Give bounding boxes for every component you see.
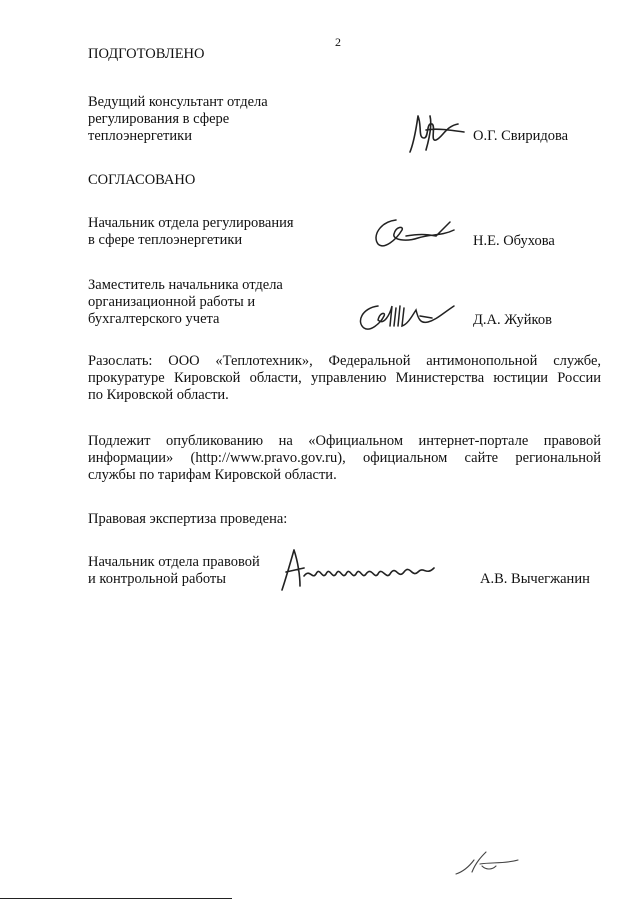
position-line: Заместитель начальника отдела bbox=[88, 277, 283, 293]
position-line: теплоэнергетики bbox=[88, 128, 192, 144]
footer-rule bbox=[0, 898, 232, 899]
legal-review-position bbox=[88, 554, 260, 588]
paragraph-line: информации» (http://www.pravo.gov.ru), официальном сайте региональной bbox=[88, 450, 601, 466]
prepared-position bbox=[88, 94, 268, 145]
agreed-signer-2-position bbox=[88, 277, 283, 328]
paragraph-line: Разослать: ООО «Теплотехник», Федеральной антимонопольной службе, bbox=[88, 353, 601, 369]
signature-sviridova bbox=[396, 108, 476, 158]
prepared-name: О.Г. Свиридова bbox=[473, 128, 569, 144]
position-line: бухгалтерского учета bbox=[88, 311, 220, 327]
legal-review-statement: Правовая экспертиза проведена: bbox=[88, 511, 288, 527]
agreed-signer-1-name: Н.Е. Обухова bbox=[473, 233, 555, 249]
legal-review-name: А.В. Вычегжанин bbox=[480, 571, 590, 587]
page-number: 2 bbox=[335, 35, 341, 49]
position-line: Ведущий консультант отдела bbox=[88, 94, 268, 110]
signature-vychegzhanin bbox=[276, 546, 441, 594]
position-line: регулирования в сфере bbox=[88, 111, 230, 127]
distribution-paragraph bbox=[88, 353, 601, 404]
agreed-signer-1-position bbox=[88, 215, 294, 249]
position-line: Начальник отдела правовой bbox=[88, 554, 260, 570]
position-line: в сфере теплоэнергетики bbox=[88, 232, 243, 248]
agreed-signer-2-name: Д.А. Жуйков bbox=[473, 312, 552, 328]
paragraph-line: по Кировской области. bbox=[88, 387, 229, 403]
position-line: организационной работы и bbox=[88, 294, 256, 310]
prepared-heading: ПОДГОТОВЛЕНО bbox=[88, 46, 205, 62]
paragraph-line: Подлежит опубликованию на «Официальном интернет-портале правовой bbox=[88, 433, 601, 449]
agreed-heading: СОГЛАСОВАНО bbox=[88, 172, 196, 188]
position-line: и контрольной работы bbox=[88, 571, 226, 587]
paragraph-line: прокуратуре Кировской области, управлению Министерства юстиции России bbox=[88, 370, 601, 386]
paragraph-line: службы по тарифам Кировской области. bbox=[88, 467, 337, 483]
position-line: Начальник отдела регулирования bbox=[88, 215, 294, 231]
signature-obukhova bbox=[366, 212, 461, 252]
initials-mark bbox=[452, 848, 532, 880]
publication-paragraph bbox=[88, 433, 601, 484]
signature-zhuykov bbox=[350, 296, 460, 336]
